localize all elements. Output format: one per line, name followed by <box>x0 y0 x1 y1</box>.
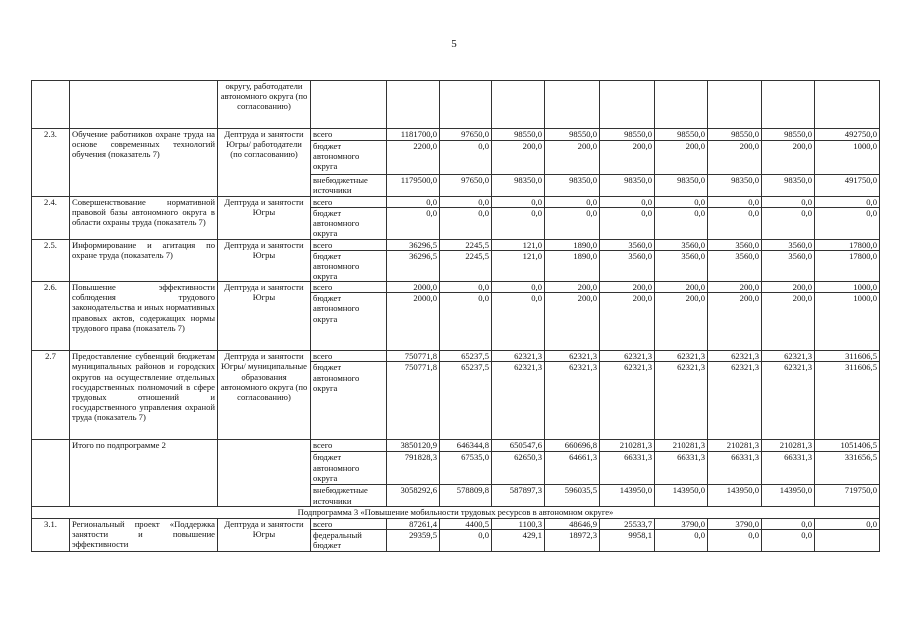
value-cell <box>545 81 600 129</box>
funding-source: бюджет автономного округа <box>311 141 387 175</box>
value-cell: 0,0 <box>492 293 545 351</box>
page-number: 5 <box>451 38 457 50</box>
row-number: 2.7 <box>32 351 70 440</box>
value-cell: 2000,0 <box>387 282 440 293</box>
table-row <box>32 282 880 293</box>
value-cell: 200,0 <box>762 141 815 175</box>
value-cell: 200,0 <box>655 141 708 175</box>
value-cell: 0,0 <box>440 529 492 551</box>
value-cell: 200,0 <box>600 293 655 351</box>
value-cell: 62321,3 <box>762 351 815 362</box>
value-cell: 0,0 <box>545 197 600 208</box>
value-cell <box>815 529 880 551</box>
activity-name: Информирование и агитация по охране труда (показатель 7) <box>70 239 218 282</box>
value-cell: 0,0 <box>655 197 708 208</box>
executor-cell: Дептруда и занятости Югры <box>218 197 311 240</box>
value-cell: 0,0 <box>440 293 492 351</box>
value-cell: 200,0 <box>545 141 600 175</box>
value-cell <box>440 81 492 129</box>
value-cell: 67535,0 <box>440 452 492 485</box>
value-cell: 62650,3 <box>492 452 545 485</box>
funding-source: внебюджетные источники <box>311 485 387 507</box>
value-cell: 210281,3 <box>600 440 655 452</box>
source-cell <box>311 81 387 129</box>
value-cell: 25533,7 <box>600 518 655 529</box>
funding-source: всего <box>311 197 387 208</box>
value-cell: 200,0 <box>600 282 655 293</box>
value-cell: 660696,8 <box>545 440 600 452</box>
value-cell: 491750,0 <box>815 175 880 197</box>
value-cell: 650547,6 <box>492 440 545 452</box>
value-cell: 98350,0 <box>600 175 655 197</box>
value-cell: 0,0 <box>815 197 880 208</box>
value-cell: 429,1 <box>492 529 545 551</box>
value-cell: 98550,0 <box>600 129 655 141</box>
funding-source: всего <box>311 282 387 293</box>
executor-cell: Дептруда и занятости Югры <box>218 282 311 351</box>
value-cell: 2200,0 <box>387 141 440 175</box>
value-cell: 66331,3 <box>600 452 655 485</box>
value-cell: 311606,5 <box>815 351 880 362</box>
table-row <box>32 239 880 250</box>
value-cell: 2245,5 <box>440 250 492 281</box>
value-cell: 0,0 <box>815 518 880 529</box>
funding-source: всего <box>311 518 387 529</box>
value-cell: 210281,3 <box>708 440 762 452</box>
value-cell: 143950,0 <box>655 485 708 507</box>
value-cell: 0,0 <box>545 208 600 239</box>
value-cell: 98350,0 <box>762 175 815 197</box>
value-cell: 200,0 <box>655 293 708 351</box>
value-cell: 98350,0 <box>708 175 762 197</box>
table-row <box>32 129 880 141</box>
value-cell: 3560,0 <box>600 250 655 281</box>
value-cell: 0,0 <box>492 197 545 208</box>
executor-cell: Дептруда и занятости Югры/ муниципальные образования автономного округа (по согласованию) <box>218 351 311 440</box>
value-cell: 3560,0 <box>708 239 762 250</box>
executor-cell: Дептруда и занятости Югры <box>218 239 311 282</box>
value-cell: 3790,0 <box>708 518 762 529</box>
value-cell: 750771,8 <box>387 351 440 362</box>
funding-source: федеральный бюджет <box>311 529 387 551</box>
value-cell: 98550,0 <box>545 129 600 141</box>
value-cell: 36296,5 <box>387 250 440 281</box>
row-number: 3.1. <box>32 518 70 551</box>
value-cell: 62321,3 <box>655 362 708 440</box>
value-cell: 17800,0 <box>815 250 880 281</box>
value-cell: 200,0 <box>600 141 655 175</box>
value-cell: 97650,0 <box>440 175 492 197</box>
row-number: 2.3. <box>32 129 70 197</box>
value-cell: 0,0 <box>440 141 492 175</box>
value-cell: 0,0 <box>762 197 815 208</box>
value-cell <box>708 81 762 129</box>
value-cell: 62321,3 <box>600 351 655 362</box>
value-cell: 0,0 <box>387 197 440 208</box>
value-cell: 492750,0 <box>815 129 880 141</box>
num-cell <box>32 440 70 507</box>
value-cell: 0,0 <box>492 282 545 293</box>
value-cell: 3560,0 <box>762 250 815 281</box>
value-cell: 3850120,9 <box>387 440 440 452</box>
value-cell: 62321,3 <box>600 362 655 440</box>
value-cell: 210281,3 <box>762 440 815 452</box>
row-number: 2.5. <box>32 239 70 282</box>
value-cell: 200,0 <box>762 282 815 293</box>
value-cell: 62321,3 <box>492 351 545 362</box>
value-cell: 3560,0 <box>655 250 708 281</box>
value-cell: 98550,0 <box>655 129 708 141</box>
value-cell: 36296,5 <box>387 239 440 250</box>
value-cell: 0,0 <box>708 197 762 208</box>
value-cell: 200,0 <box>655 282 708 293</box>
value-cell: 62321,3 <box>545 351 600 362</box>
name-cell <box>70 81 218 129</box>
value-cell: 1179500,0 <box>387 175 440 197</box>
value-cell <box>387 81 440 129</box>
value-cell: 200,0 <box>492 141 545 175</box>
executor-cell <box>218 440 311 507</box>
value-cell <box>762 81 815 129</box>
value-cell: 0,0 <box>708 208 762 239</box>
executor-cell: Дептруда и занятости Югры/ работодатели (по согласованию) <box>218 129 311 197</box>
value-cell: 0,0 <box>762 529 815 551</box>
value-cell: 17800,0 <box>815 239 880 250</box>
value-cell: 311606,5 <box>815 362 880 440</box>
value-cell: 750771,8 <box>387 362 440 440</box>
value-cell: 121,0 <box>492 239 545 250</box>
value-cell: 0,0 <box>600 197 655 208</box>
value-cell: 48646,9 <box>545 518 600 529</box>
value-cell: 1181700,0 <box>387 129 440 141</box>
value-cell <box>655 81 708 129</box>
value-cell <box>600 81 655 129</box>
subprogram-header-row <box>32 507 880 518</box>
value-cell: 2000,0 <box>387 293 440 351</box>
activity-name: Региональный проект «Поддержка занятости и повышение эффективности <box>70 518 218 551</box>
funding-source: бюджет автономного округа <box>311 250 387 281</box>
value-cell: 596035,5 <box>545 485 600 507</box>
value-cell: 62321,3 <box>708 362 762 440</box>
value-cell: 66331,3 <box>655 452 708 485</box>
funding-source: внебюджетные источники <box>311 175 387 197</box>
value-cell: 200,0 <box>762 293 815 351</box>
value-cell: 66331,3 <box>762 452 815 485</box>
value-cell: 98550,0 <box>708 129 762 141</box>
financing-table <box>31 80 880 552</box>
value-cell: 587897,3 <box>492 485 545 507</box>
subprogram-header: Подпрограмма 3 «Повышение мобильности трудовых ресурсов в автономном округе» <box>32 507 880 518</box>
value-cell: 2245,5 <box>440 239 492 250</box>
table-row <box>32 440 880 452</box>
value-cell: 143950,0 <box>600 485 655 507</box>
value-cell <box>492 81 545 129</box>
value-cell: 64661,3 <box>545 452 600 485</box>
value-cell: 200,0 <box>545 282 600 293</box>
activity-name: Совершенствование нормативной правовой базы автономного округа в области охраны труда (показатель 7) <box>70 197 218 240</box>
executor-cell: округу, работодатели автономного округа (по согласованию) <box>218 81 311 129</box>
value-cell: 18972,3 <box>545 529 600 551</box>
row-number: 2.6. <box>32 282 70 351</box>
value-cell: 0,0 <box>762 208 815 239</box>
funding-source: бюджет автономного округа <box>311 452 387 485</box>
value-cell: 200,0 <box>708 141 762 175</box>
value-cell: 0,0 <box>440 282 492 293</box>
value-cell: 1890,0 <box>545 239 600 250</box>
value-cell: 62321,3 <box>708 351 762 362</box>
funding-source: бюджет автономного округа <box>311 208 387 239</box>
value-cell: 62321,3 <box>762 362 815 440</box>
value-cell: 0,0 <box>440 197 492 208</box>
value-cell: 4400,5 <box>440 518 492 529</box>
value-cell: 1100,3 <box>492 518 545 529</box>
value-cell: 791828,3 <box>387 452 440 485</box>
value-cell: 143950,0 <box>762 485 815 507</box>
value-cell: 0,0 <box>762 518 815 529</box>
table-row <box>32 197 880 208</box>
total-label: Итого по подпрограмме 2 <box>70 440 218 507</box>
num-cell <box>32 81 70 129</box>
value-cell: 200,0 <box>708 293 762 351</box>
value-cell: 98550,0 <box>762 129 815 141</box>
funding-source: всего <box>311 440 387 452</box>
value-cell: 0,0 <box>492 208 545 239</box>
value-cell: 3058292,6 <box>387 485 440 507</box>
value-cell: 98350,0 <box>492 175 545 197</box>
value-cell: 62321,3 <box>492 362 545 440</box>
value-cell: 62321,3 <box>655 351 708 362</box>
value-cell: 200,0 <box>708 282 762 293</box>
value-cell: 3560,0 <box>708 250 762 281</box>
value-cell: 331656,5 <box>815 452 880 485</box>
value-cell: 87261,4 <box>387 518 440 529</box>
funding-source: бюджет автономного округа <box>311 362 387 440</box>
executor-cell: Дептруда и занятости Югры <box>218 518 311 551</box>
table-row <box>32 351 880 362</box>
value-cell: 98350,0 <box>655 175 708 197</box>
value-cell: 0,0 <box>440 208 492 239</box>
funding-source: бюджет автономного округа <box>311 293 387 351</box>
value-cell: 1000,0 <box>815 282 880 293</box>
value-cell: 646344,8 <box>440 440 492 452</box>
value-cell: 97650,0 <box>440 129 492 141</box>
value-cell: 29359,5 <box>387 529 440 551</box>
value-cell: 98550,0 <box>492 129 545 141</box>
value-cell: 210281,3 <box>655 440 708 452</box>
value-cell: 1000,0 <box>815 293 880 351</box>
value-cell: 121,0 <box>492 250 545 281</box>
value-cell: 0,0 <box>655 529 708 551</box>
value-cell: 3560,0 <box>762 239 815 250</box>
table-row <box>32 81 880 129</box>
value-cell: 0,0 <box>387 208 440 239</box>
value-cell: 0,0 <box>655 208 708 239</box>
value-cell: 98350,0 <box>545 175 600 197</box>
value-cell: 62321,3 <box>545 362 600 440</box>
funding-source: всего <box>311 129 387 141</box>
activity-name: Предоставление субвенций бюджетам муниципальных районов и городских округов на осуществление отдельных государственных полномочий в сфере трудовых отношений и государственного управления охраной труда (показатель 7) <box>70 351 218 440</box>
funding-source: всего <box>311 351 387 362</box>
value-cell: 0,0 <box>600 208 655 239</box>
value-cell: 200,0 <box>545 293 600 351</box>
funding-source: всего <box>311 239 387 250</box>
value-cell: 9958,1 <box>600 529 655 551</box>
value-cell: 66331,3 <box>708 452 762 485</box>
value-cell: 3560,0 <box>600 239 655 250</box>
row-number: 2.4. <box>32 197 70 240</box>
value-cell: 1000,0 <box>815 141 880 175</box>
activity-name: Повышение эффективности соблюдения трудового законодательства и иных нормативных правовых актов, содержащих нормы трудового права (показатель 7) <box>70 282 218 351</box>
value-cell <box>815 81 880 129</box>
table-row <box>32 518 880 529</box>
value-cell: 0,0 <box>708 529 762 551</box>
value-cell: 578809,8 <box>440 485 492 507</box>
value-cell: 0,0 <box>815 208 880 239</box>
value-cell: 1890,0 <box>545 250 600 281</box>
value-cell: 719750,0 <box>815 485 880 507</box>
value-cell: 65237,5 <box>440 362 492 440</box>
activity-name: Обучение работников охране труда на основе современных технологий обучения (показатель 7) <box>70 129 218 197</box>
value-cell: 1051406,5 <box>815 440 880 452</box>
value-cell: 65237,5 <box>440 351 492 362</box>
value-cell: 3790,0 <box>655 518 708 529</box>
value-cell: 3560,0 <box>655 239 708 250</box>
value-cell: 143950,0 <box>708 485 762 507</box>
